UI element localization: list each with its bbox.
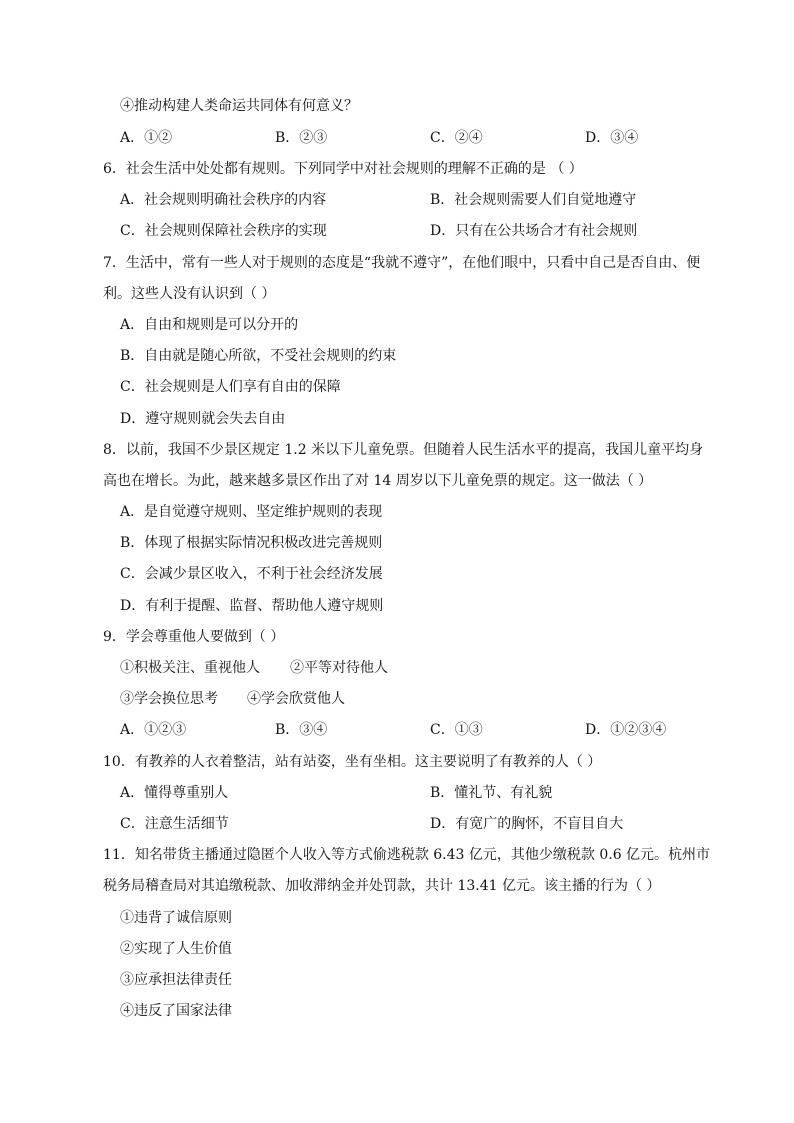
q7-stem-line2: 利。这些人没有认识到（ ） xyxy=(103,286,276,302)
q7-option-d: D．遵守规则就会失去自由 xyxy=(120,411,286,427)
q11-stem-line1: 11．知名带货主播通过隐匿个人收入等方式偷逃税款 6.43 亿元，其他少缴税款 0.6 亿元。杭州市 xyxy=(103,847,711,863)
q6-option-b: B．社会规则需要人们自觉地遵守 xyxy=(430,192,637,208)
q9-option-b: B．③④ xyxy=(275,722,328,738)
q7-option-c: C．社会规则是人们享有自由的保障 xyxy=(120,379,341,395)
q8-stem-line1: 8．以前，我国不少景区规定 1.2 米以下儿童免票。但随着人民生活水平的提高，我国儿童平均身 xyxy=(103,442,704,458)
q10-option-d: D．有宽广的胸怀，不盲目自大 xyxy=(430,816,624,832)
q11-sub4: ④违反了国家法律 xyxy=(120,1003,232,1019)
q9-sub1: ①积极关注、重视他人 xyxy=(120,660,260,676)
q8-option-d: D．有利于提醒、监督、帮助他人遵守规则 xyxy=(120,598,384,614)
q8-option-c: C．会减少景区收入，不利于社会经济发展 xyxy=(120,566,383,582)
q6-option-d: D．只有在公共场合才有社会规则 xyxy=(430,223,638,239)
q7-option-a: A．自由和规则是可以分开的 xyxy=(120,317,299,333)
q9-sub4: ④学会欣赏他人 xyxy=(247,691,345,707)
q9-sub3: ③学会换位思考 xyxy=(120,691,218,707)
q8-option-b: B．体现了根据实际情况积极改进完善规则 xyxy=(120,535,383,551)
q11-sub2: ②实现了人生价值 xyxy=(120,941,232,957)
q6-stem: 6．社会生活中处处都有规则。下列同学中对社会规则的理解不正确的是 （ ） xyxy=(103,161,583,177)
q10-option-b: B．懂礼节、有礼貌 xyxy=(430,785,553,801)
q9-option-d: D．①②③④ xyxy=(585,722,667,738)
q5-option-b: B．②③ xyxy=(275,130,328,146)
q6-option-c: C．社会规则保障社会秩序的实现 xyxy=(120,223,327,239)
q5-option-c: C．②④ xyxy=(430,130,483,146)
q9-option-c: C．①③ xyxy=(430,722,483,738)
q9-stem: 9．学会尊重他人要做到（ ） xyxy=(103,629,285,645)
q6-option-a: A．社会规则明确社会秩序的内容 xyxy=(120,192,327,208)
q11-stem-line2: 税务局稽查局对其追缴税款、加收滞纳金并处罚款，共计 13.41 亿元。该主播的行为（ ） xyxy=(103,878,661,894)
q11-sub1: ①违背了诚信原则 xyxy=(120,910,232,926)
q5-option-d: D．③④ xyxy=(585,130,639,146)
q8-stem-line2: 高也在增长。为此，越来越多景区作出了对 14 周岁以下儿童免票的规定。这一做法（ ） xyxy=(103,473,653,489)
q10-option-c: C．注意生活细节 xyxy=(120,816,229,832)
q5-option-a: A．①② xyxy=(120,130,173,146)
q5-sub4: ④推动构建人类命运共同体有何意义？ xyxy=(120,98,358,114)
q10-option-a: A．懂得尊重别人 xyxy=(120,785,229,801)
q11-sub3: ③应承担法律责任 xyxy=(120,972,232,988)
q7-stem-line1: 7．生活中，常有一些人对于规则的态度是“我就不遵守”，在他们眼中，只看中自己是否自由、便 xyxy=(103,255,701,271)
q9-sub2: ②平等对待他人 xyxy=(290,660,388,676)
q8-option-a: A．是自觉遵守规则、坚定维护规则的表现 xyxy=(120,504,383,520)
q10-stem: 10．有教养的人衣着整洁，站有站姿，坐有坐相。这主要说明了有教养的人（ ） xyxy=(103,754,602,770)
q7-option-b: B．自由就是随心所欲，不受社会规则的约束 xyxy=(120,348,397,364)
q9-option-a: A．①②③ xyxy=(120,722,187,738)
